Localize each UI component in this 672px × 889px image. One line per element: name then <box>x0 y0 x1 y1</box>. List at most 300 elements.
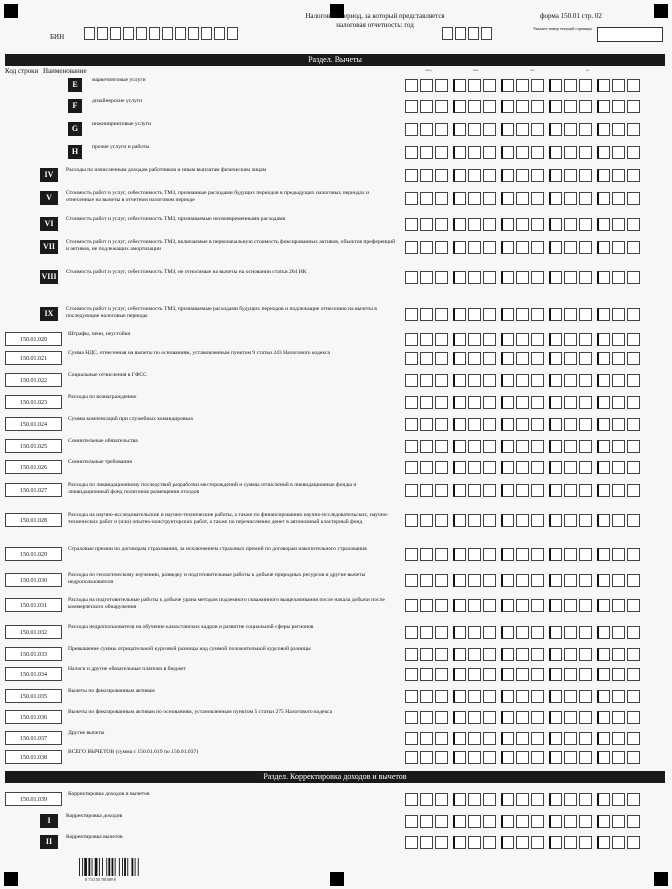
amount-digit-cell[interactable] <box>453 751 466 764</box>
amount-digit-cell[interactable] <box>435 100 448 113</box>
amount-digit-cell[interactable] <box>579 626 592 639</box>
amount-digit-cell[interactable] <box>612 648 625 661</box>
amount-digit-cell[interactable] <box>435 396 448 409</box>
amount-digit-cell[interactable] <box>501 146 514 159</box>
amount-digit-cell[interactable] <box>483 308 496 321</box>
amount-digit-cell[interactable] <box>597 793 610 806</box>
amount-digit-cell[interactable] <box>405 751 418 764</box>
amount-digit-cell[interactable] <box>468 461 481 474</box>
amount-digit-cell[interactable] <box>564 241 577 254</box>
amount-digit-cell[interactable] <box>549 648 562 661</box>
amount-digit-cell[interactable] <box>501 626 514 639</box>
amount-input-cells[interactable] <box>405 484 645 497</box>
amount-digit-cell[interactable] <box>564 418 577 431</box>
amount-digit-cell[interactable] <box>564 461 577 474</box>
amount-digit-cell[interactable] <box>531 440 544 453</box>
amount-digit-cell[interactable] <box>501 123 514 136</box>
amount-digit-cell[interactable] <box>501 440 514 453</box>
amount-digit-cell[interactable] <box>612 548 625 561</box>
amount-input-cells[interactable] <box>405 333 645 346</box>
amount-digit-cell[interactable] <box>501 396 514 409</box>
amount-digit-cell[interactable] <box>453 626 466 639</box>
amount-digit-cell[interactable] <box>549 461 562 474</box>
amount-digit-cell[interactable] <box>453 440 466 453</box>
amount-digit-cell[interactable] <box>564 648 577 661</box>
amount-digit-cell[interactable] <box>435 751 448 764</box>
amount-digit-cell[interactable] <box>516 123 529 136</box>
amount-digit-cell[interactable] <box>483 374 496 387</box>
amount-digit-cell[interactable] <box>579 271 592 284</box>
amount-digit-cell[interactable] <box>549 333 562 346</box>
amount-digit-cell[interactable] <box>516 192 529 205</box>
amount-digit-cell[interactable] <box>531 793 544 806</box>
amount-digit-cell[interactable] <box>549 308 562 321</box>
amount-digit-cell[interactable] <box>564 668 577 681</box>
amount-digit-cell[interactable] <box>531 599 544 612</box>
amount-digit-cell[interactable] <box>516 440 529 453</box>
amount-digit-cell[interactable] <box>453 396 466 409</box>
amount-digit-cell[interactable] <box>501 793 514 806</box>
amount-digit-cell[interactable] <box>516 599 529 612</box>
amount-digit-cell[interactable] <box>420 484 433 497</box>
amount-digit-cell[interactable] <box>579 836 592 849</box>
amount-digit-cell[interactable] <box>468 648 481 661</box>
amount-digit-cell[interactable] <box>420 732 433 745</box>
amount-input-cells[interactable] <box>405 169 645 182</box>
amount-digit-cell[interactable] <box>405 192 418 205</box>
amount-digit-cell[interactable] <box>516 396 529 409</box>
amount-digit-cell[interactable] <box>483 548 496 561</box>
amount-digit-cell[interactable] <box>597 626 610 639</box>
amount-digit-cell[interactable] <box>483 574 496 587</box>
amount-digit-cell[interactable] <box>453 241 466 254</box>
amount-digit-cell[interactable] <box>483 711 496 724</box>
amount-input-cells[interactable] <box>405 374 645 387</box>
amount-digit-cell[interactable] <box>483 461 496 474</box>
amount-input-cells[interactable] <box>405 461 645 474</box>
amount-digit-cell[interactable] <box>420 100 433 113</box>
amount-digit-cell[interactable] <box>627 690 640 703</box>
amount-digit-cell[interactable] <box>627 218 640 231</box>
amount-digit-cell[interactable] <box>531 79 544 92</box>
amount-digit-cell[interactable] <box>420 79 433 92</box>
amount-digit-cell[interactable] <box>468 514 481 527</box>
amount-digit-cell[interactable] <box>549 711 562 724</box>
amount-digit-cell[interactable] <box>501 79 514 92</box>
amount-input-cells[interactable] <box>405 668 645 681</box>
amount-digit-cell[interactable] <box>468 241 481 254</box>
digit-box[interactable] <box>481 27 492 40</box>
amount-digit-cell[interactable] <box>405 333 418 346</box>
amount-digit-cell[interactable] <box>564 100 577 113</box>
amount-digit-cell[interactable] <box>549 271 562 284</box>
amount-digit-cell[interactable] <box>435 484 448 497</box>
amount-digit-cell[interactable] <box>483 484 496 497</box>
amount-digit-cell[interactable] <box>405 548 418 561</box>
amount-digit-cell[interactable] <box>516 308 529 321</box>
amount-input-cells[interactable] <box>405 574 645 587</box>
amount-digit-cell[interactable] <box>405 146 418 159</box>
amount-digit-cell[interactable] <box>516 690 529 703</box>
amount-digit-cell[interactable] <box>405 690 418 703</box>
amount-digit-cell[interactable] <box>516 711 529 724</box>
amount-digit-cell[interactable] <box>597 218 610 231</box>
amount-digit-cell[interactable] <box>405 218 418 231</box>
amount-digit-cell[interactable] <box>405 352 418 365</box>
amount-digit-cell[interactable] <box>627 100 640 113</box>
amount-digit-cell[interactable] <box>579 123 592 136</box>
amount-digit-cell[interactable] <box>612 793 625 806</box>
amount-digit-cell[interactable] <box>579 732 592 745</box>
amount-digit-cell[interactable] <box>549 418 562 431</box>
amount-digit-cell[interactable] <box>468 626 481 639</box>
amount-digit-cell[interactable] <box>549 241 562 254</box>
amount-digit-cell[interactable] <box>468 123 481 136</box>
amount-digit-cell[interactable] <box>405 271 418 284</box>
amount-digit-cell[interactable] <box>549 751 562 764</box>
amount-digit-cell[interactable] <box>453 793 466 806</box>
digit-box[interactable] <box>110 27 121 40</box>
amount-digit-cell[interactable] <box>483 333 496 346</box>
amount-input-cells[interactable] <box>405 308 645 321</box>
amount-digit-cell[interactable] <box>501 333 514 346</box>
amount-input-cells[interactable] <box>405 751 645 764</box>
amount-digit-cell[interactable] <box>453 574 466 587</box>
amount-digit-cell[interactable] <box>612 374 625 387</box>
amount-digit-cell[interactable] <box>453 123 466 136</box>
amount-digit-cell[interactable] <box>531 271 544 284</box>
amount-digit-cell[interactable] <box>531 169 544 182</box>
amount-digit-cell[interactable] <box>420 146 433 159</box>
amount-digit-cell[interactable] <box>405 514 418 527</box>
amount-digit-cell[interactable] <box>435 192 448 205</box>
amount-digit-cell[interactable] <box>453 218 466 231</box>
amount-digit-cell[interactable] <box>549 146 562 159</box>
amount-digit-cell[interactable] <box>501 418 514 431</box>
amount-digit-cell[interactable] <box>453 461 466 474</box>
amount-digit-cell[interactable] <box>453 333 466 346</box>
amount-digit-cell[interactable] <box>579 352 592 365</box>
amount-digit-cell[interactable] <box>597 599 610 612</box>
amount-digit-cell[interactable] <box>468 308 481 321</box>
amount-digit-cell[interactable] <box>564 169 577 182</box>
amount-digit-cell[interactable] <box>627 711 640 724</box>
amount-digit-cell[interactable] <box>612 192 625 205</box>
digit-box[interactable] <box>123 27 134 40</box>
amount-digit-cell[interactable] <box>405 711 418 724</box>
amount-digit-cell[interactable] <box>549 793 562 806</box>
amount-digit-cell[interactable] <box>531 308 544 321</box>
amount-digit-cell[interactable] <box>564 146 577 159</box>
amount-digit-cell[interactable] <box>420 218 433 231</box>
amount-digit-cell[interactable] <box>435 648 448 661</box>
amount-digit-cell[interactable] <box>627 732 640 745</box>
amount-digit-cell[interactable] <box>468 668 481 681</box>
amount-digit-cell[interactable] <box>420 599 433 612</box>
amount-digit-cell[interactable] <box>420 123 433 136</box>
amount-digit-cell[interactable] <box>483 123 496 136</box>
amount-digit-cell[interactable] <box>597 100 610 113</box>
amount-digit-cell[interactable] <box>564 440 577 453</box>
amount-digit-cell[interactable] <box>531 648 544 661</box>
amount-digit-cell[interactable] <box>435 418 448 431</box>
amount-digit-cell[interactable] <box>627 668 640 681</box>
amount-digit-cell[interactable] <box>612 440 625 453</box>
amount-digit-cell[interactable] <box>612 711 625 724</box>
amount-digit-cell[interactable] <box>420 440 433 453</box>
amount-digit-cell[interactable] <box>405 123 418 136</box>
amount-digit-cell[interactable] <box>453 308 466 321</box>
amount-digit-cell[interactable] <box>627 169 640 182</box>
amount-digit-cell[interactable] <box>531 374 544 387</box>
amount-digit-cell[interactable] <box>501 574 514 587</box>
amount-input-cells[interactable] <box>405 218 645 231</box>
amount-digit-cell[interactable] <box>501 751 514 764</box>
amount-digit-cell[interactable] <box>501 218 514 231</box>
amount-digit-cell[interactable] <box>483 396 496 409</box>
amount-digit-cell[interactable] <box>579 711 592 724</box>
amount-digit-cell[interactable] <box>564 218 577 231</box>
amount-digit-cell[interactable] <box>627 599 640 612</box>
amount-digit-cell[interactable] <box>564 192 577 205</box>
amount-digit-cell[interactable] <box>420 815 433 828</box>
amount-digit-cell[interactable] <box>405 461 418 474</box>
amount-digit-cell[interactable] <box>516 169 529 182</box>
amount-digit-cell[interactable] <box>564 793 577 806</box>
amount-digit-cell[interactable] <box>501 690 514 703</box>
amount-digit-cell[interactable] <box>597 548 610 561</box>
amount-digit-cell[interactable] <box>435 711 448 724</box>
amount-digit-cell[interactable] <box>531 711 544 724</box>
amount-digit-cell[interactable] <box>579 374 592 387</box>
amount-digit-cell[interactable] <box>516 668 529 681</box>
amount-digit-cell[interactable] <box>531 100 544 113</box>
amount-digit-cell[interactable] <box>549 352 562 365</box>
amount-digit-cell[interactable] <box>420 241 433 254</box>
amount-digit-cell[interactable] <box>597 169 610 182</box>
amount-digit-cell[interactable] <box>501 732 514 745</box>
amount-digit-cell[interactable] <box>483 146 496 159</box>
amount-digit-cell[interactable] <box>597 308 610 321</box>
amount-digit-cell[interactable] <box>516 146 529 159</box>
amount-digit-cell[interactable] <box>627 836 640 849</box>
amount-digit-cell[interactable] <box>597 123 610 136</box>
amount-digit-cell[interactable] <box>435 626 448 639</box>
amount-digit-cell[interactable] <box>483 169 496 182</box>
amount-digit-cell[interactable] <box>627 574 640 587</box>
amount-digit-cell[interactable] <box>579 574 592 587</box>
amount-digit-cell[interactable] <box>453 548 466 561</box>
amount-digit-cell[interactable] <box>627 308 640 321</box>
amount-digit-cell[interactable] <box>579 514 592 527</box>
amount-input-cells[interactable] <box>405 440 645 453</box>
amount-digit-cell[interactable] <box>483 192 496 205</box>
amount-digit-cell[interactable] <box>453 599 466 612</box>
amount-digit-cell[interactable] <box>516 626 529 639</box>
amount-digit-cell[interactable] <box>597 241 610 254</box>
amount-digit-cell[interactable] <box>453 374 466 387</box>
amount-digit-cell[interactable] <box>579 648 592 661</box>
amount-digit-cell[interactable] <box>549 514 562 527</box>
amount-digit-cell[interactable] <box>405 815 418 828</box>
amount-digit-cell[interactable] <box>453 732 466 745</box>
amount-digit-cell[interactable] <box>453 648 466 661</box>
amount-digit-cell[interactable] <box>549 192 562 205</box>
amount-digit-cell[interactable] <box>531 396 544 409</box>
amount-digit-cell[interactable] <box>405 484 418 497</box>
amount-digit-cell[interactable] <box>564 308 577 321</box>
amount-digit-cell[interactable] <box>516 79 529 92</box>
amount-digit-cell[interactable] <box>531 548 544 561</box>
amount-digit-cell[interactable] <box>549 100 562 113</box>
digit-box[interactable] <box>201 27 212 40</box>
amount-digit-cell[interactable] <box>549 815 562 828</box>
amount-input-cells[interactable] <box>405 836 645 849</box>
amount-digit-cell[interactable] <box>612 308 625 321</box>
amount-digit-cell[interactable] <box>597 668 610 681</box>
digit-box[interactable] <box>468 27 479 40</box>
amount-digit-cell[interactable] <box>420 333 433 346</box>
amount-digit-cell[interactable] <box>549 396 562 409</box>
amount-digit-cell[interactable] <box>405 574 418 587</box>
amount-digit-cell[interactable] <box>579 793 592 806</box>
amount-digit-cell[interactable] <box>435 668 448 681</box>
amount-digit-cell[interactable] <box>612 352 625 365</box>
amount-digit-cell[interactable] <box>435 241 448 254</box>
amount-digit-cell[interactable] <box>405 626 418 639</box>
amount-digit-cell[interactable] <box>468 732 481 745</box>
amount-digit-cell[interactable] <box>612 169 625 182</box>
amount-digit-cell[interactable] <box>549 668 562 681</box>
amount-digit-cell[interactable] <box>501 514 514 527</box>
digit-box[interactable] <box>162 27 173 40</box>
amount-digit-cell[interactable] <box>612 690 625 703</box>
digit-box[interactable] <box>442 27 453 40</box>
amount-input-cells[interactable] <box>405 711 645 724</box>
amount-digit-cell[interactable] <box>420 690 433 703</box>
amount-digit-cell[interactable] <box>627 192 640 205</box>
amount-digit-cell[interactable] <box>516 241 529 254</box>
amount-digit-cell[interactable] <box>501 668 514 681</box>
amount-digit-cell[interactable] <box>597 751 610 764</box>
amount-digit-cell[interactable] <box>468 836 481 849</box>
amount-digit-cell[interactable] <box>564 732 577 745</box>
amount-digit-cell[interactable] <box>420 626 433 639</box>
amount-digit-cell[interactable] <box>612 146 625 159</box>
amount-digit-cell[interactable] <box>435 352 448 365</box>
amount-digit-cell[interactable] <box>405 169 418 182</box>
amount-digit-cell[interactable] <box>597 271 610 284</box>
amount-digit-cell[interactable] <box>501 548 514 561</box>
amount-digit-cell[interactable] <box>501 241 514 254</box>
amount-digit-cell[interactable] <box>627 484 640 497</box>
amount-digit-cell[interactable] <box>453 271 466 284</box>
amount-digit-cell[interactable] <box>597 836 610 849</box>
amount-input-cells[interactable] <box>405 146 645 159</box>
amount-digit-cell[interactable] <box>468 440 481 453</box>
amount-digit-cell[interactable] <box>564 123 577 136</box>
amount-digit-cell[interactable] <box>531 668 544 681</box>
amount-digit-cell[interactable] <box>420 396 433 409</box>
amount-digit-cell[interactable] <box>405 396 418 409</box>
amount-digit-cell[interactable] <box>516 751 529 764</box>
amount-digit-cell[interactable] <box>468 418 481 431</box>
amount-digit-cell[interactable] <box>435 79 448 92</box>
amount-digit-cell[interactable] <box>483 241 496 254</box>
amount-digit-cell[interactable] <box>597 396 610 409</box>
amount-digit-cell[interactable] <box>549 732 562 745</box>
amount-digit-cell[interactable] <box>564 352 577 365</box>
amount-digit-cell[interactable] <box>627 241 640 254</box>
amount-digit-cell[interactable] <box>549 626 562 639</box>
amount-digit-cell[interactable] <box>483 514 496 527</box>
amount-digit-cell[interactable] <box>516 271 529 284</box>
amount-digit-cell[interactable] <box>597 79 610 92</box>
amount-input-cells[interactable] <box>405 815 645 828</box>
amount-digit-cell[interactable] <box>579 690 592 703</box>
amount-digit-cell[interactable] <box>483 648 496 661</box>
amount-digit-cell[interactable] <box>453 418 466 431</box>
amount-digit-cell[interactable] <box>435 308 448 321</box>
amount-digit-cell[interactable] <box>579 815 592 828</box>
tax-year-input-boxes[interactable] <box>442 27 494 40</box>
amount-digit-cell[interactable] <box>612 732 625 745</box>
amount-digit-cell[interactable] <box>612 626 625 639</box>
amount-digit-cell[interactable] <box>483 418 496 431</box>
amount-digit-cell[interactable] <box>453 690 466 703</box>
amount-digit-cell[interactable] <box>453 79 466 92</box>
amount-digit-cell[interactable] <box>549 599 562 612</box>
amount-digit-cell[interactable] <box>612 396 625 409</box>
amount-digit-cell[interactable] <box>516 836 529 849</box>
amount-digit-cell[interactable] <box>579 461 592 474</box>
amount-digit-cell[interactable] <box>435 732 448 745</box>
digit-box[interactable] <box>97 27 108 40</box>
amount-digit-cell[interactable] <box>435 574 448 587</box>
amount-digit-cell[interactable] <box>597 440 610 453</box>
amount-digit-cell[interactable] <box>516 574 529 587</box>
amount-digit-cell[interactable] <box>516 100 529 113</box>
amount-digit-cell[interactable] <box>531 218 544 231</box>
amount-digit-cell[interactable] <box>516 648 529 661</box>
amount-digit-cell[interactable] <box>468 100 481 113</box>
amount-digit-cell[interactable] <box>564 484 577 497</box>
amount-digit-cell[interactable] <box>468 574 481 587</box>
amount-digit-cell[interactable] <box>516 815 529 828</box>
amount-digit-cell[interactable] <box>564 574 577 587</box>
amount-digit-cell[interactable] <box>420 418 433 431</box>
amount-digit-cell[interactable] <box>612 815 625 828</box>
amount-digit-cell[interactable] <box>612 241 625 254</box>
amount-digit-cell[interactable] <box>579 548 592 561</box>
amount-digit-cell[interactable] <box>435 461 448 474</box>
amount-digit-cell[interactable] <box>483 440 496 453</box>
amount-input-cells[interactable] <box>405 241 645 254</box>
amount-digit-cell[interactable] <box>549 484 562 497</box>
amount-digit-cell[interactable] <box>549 123 562 136</box>
amount-digit-cell[interactable] <box>612 574 625 587</box>
amount-input-cells[interactable] <box>405 732 645 745</box>
amount-digit-cell[interactable] <box>597 333 610 346</box>
amount-digit-cell[interactable] <box>564 599 577 612</box>
amount-digit-cell[interactable] <box>531 418 544 431</box>
amount-digit-cell[interactable] <box>483 836 496 849</box>
amount-digit-cell[interactable] <box>405 836 418 849</box>
amount-digit-cell[interactable] <box>468 690 481 703</box>
amount-digit-cell[interactable] <box>453 836 466 849</box>
amount-digit-cell[interactable] <box>468 218 481 231</box>
amount-digit-cell[interactable] <box>597 374 610 387</box>
